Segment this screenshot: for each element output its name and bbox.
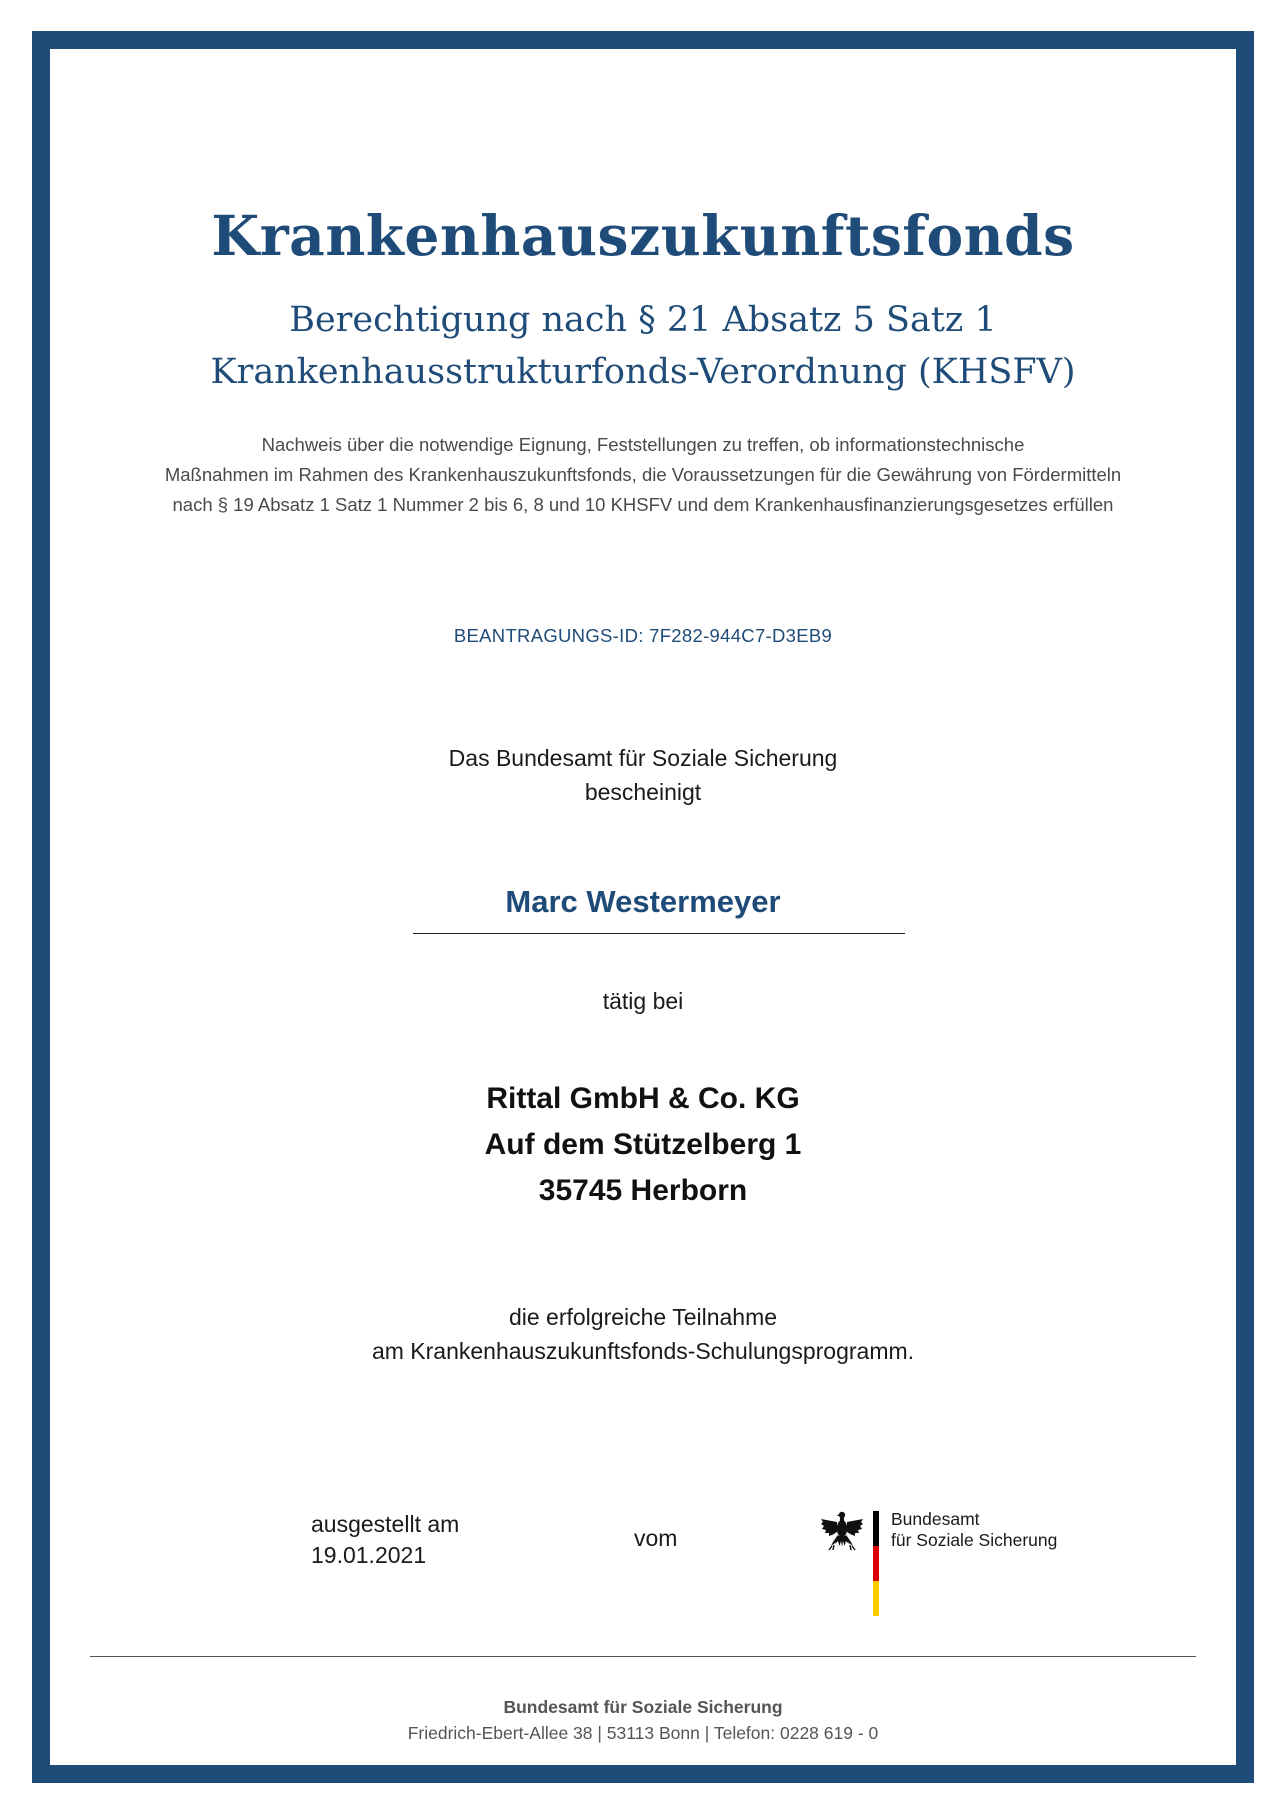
employed-at-label: tätig bei [602, 988, 684, 1014]
company-street: Auf dem Stützelberg 1 [484, 1128, 802, 1161]
issuer-statement-line-1: Das Bundesamt für Soziale Sicherung [448, 745, 838, 771]
federal-eagle-icon [820, 1510, 864, 1554]
footer-organization: Bundesamt für Soziale Sicherung [503, 1697, 783, 1717]
issued-date: 19.01.2021 [311, 1542, 427, 1568]
certificate-title: Krankenhauszukunftsfonds [211, 203, 1075, 268]
recipient-name: Marc Westermeyer [505, 884, 781, 919]
certificate-subtitle-line-1: Berechtigung nach § 21 Absatz 5 Satz 1 [289, 300, 997, 340]
issued-block [311, 1509, 459, 1571]
issuer-statement-line-2: bescheinigt [584, 779, 702, 805]
description-line-1: Nachweis über die notwendige Eignung, Feststellungen zu treffen, ob informationstechnische [261, 434, 1025, 455]
company-name: Rittal GmbH & Co. KG [486, 1082, 800, 1115]
description-line-3: nach § 19 Absatz 1 Satz 1 Nummer 2 bis 6, 8 und 10 KHSFV und dem Krankenhausfinanzierungsgesetzes erfüllen [172, 494, 1114, 515]
result-statement-line-1: die erfolgreiche Teilnahme [508, 1304, 778, 1330]
footer-address: Friedrich-Ebert-Allee 38 | 53113 Bonn | Telefon: 0228 619 - 0 [407, 1723, 879, 1743]
bas-logo [820, 1508, 1060, 1618]
issued-label: ausgestellt am [311, 1511, 460, 1537]
logo-text-line-1: Bundesamt [891, 1509, 980, 1529]
application-id: BEANTRAGUNGS-ID: 7F282-944C7-D3EB9 [453, 625, 833, 646]
flag-stripe-black [873, 1511, 879, 1546]
flag-stripe-gold [873, 1581, 879, 1616]
recipient-name-underline [413, 933, 905, 934]
flag-stripe-red [873, 1546, 879, 1581]
from-label: vom [634, 1525, 678, 1551]
result-statement-line-2: am Krankenhauszukunftsfonds-Schulungsprogramm. [371, 1338, 915, 1364]
logo-text-line-2: für Soziale Sicherung [891, 1530, 1058, 1550]
footer-divider [90, 1656, 1196, 1657]
company-city: 35745 Herborn [538, 1174, 748, 1207]
german-flag-bar [873, 1511, 879, 1616]
description-line-2: Maßnahmen im Rahmen des Krankenhauszukunftsfonds, die Voraussetzungen für die Gewährung von Fördermitteln [164, 464, 1122, 485]
certificate-subtitle-line-2: Krankenhausstrukturfonds-Verordnung (KHSFV) [210, 352, 1076, 392]
